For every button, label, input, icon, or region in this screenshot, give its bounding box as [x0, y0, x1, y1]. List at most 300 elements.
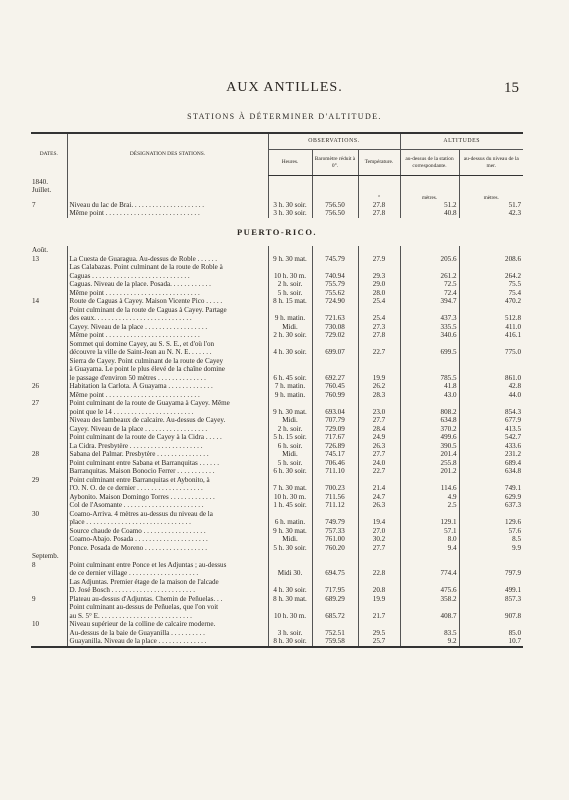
- row-hour: 8 h. 15 mat.: [268, 297, 312, 306]
- row-temperature: 24.0: [358, 459, 400, 468]
- row-barometer: [312, 603, 358, 612]
- row-station: [67, 552, 268, 561]
- row-barometer: [312, 263, 358, 272]
- col-group-altitudes: ALTITUDES: [400, 133, 523, 150]
- row-barometer: 729.09: [312, 425, 358, 434]
- row-hour: 10 h. 30 m.: [268, 612, 312, 621]
- row-hour: Midi 30.: [268, 569, 312, 578]
- row-date: 14: [32, 297, 40, 305]
- row-date: [31, 459, 67, 468]
- table-row: [31, 357, 523, 366]
- row-alt-station: 9.4: [400, 544, 459, 553]
- row-alt-station: [400, 578, 459, 587]
- row-temperature: 19.9: [358, 374, 400, 383]
- row-date: [31, 527, 67, 536]
- row-barometer: 756.50: [312, 209, 358, 218]
- row-temperature: 27.3: [358, 323, 400, 332]
- row-date: [31, 331, 67, 340]
- row-date: [31, 603, 67, 612]
- row-barometer: [312, 561, 358, 570]
- row-barometer: 756.50: [312, 201, 358, 210]
- table-row: [31, 510, 523, 519]
- row-station: le passage d'environ 50 mètres . . . . . . . . . . . . . .: [67, 374, 268, 383]
- row-hour: 10 h. 30 m.: [268, 272, 312, 281]
- row-alt-station: [400, 176, 459, 187]
- row-station: Point culminant au-dessus de Peñuelas, que l'on voit: [67, 603, 268, 612]
- row-temperature: 26.3: [358, 442, 400, 451]
- row-barometer: 730.08: [312, 323, 358, 332]
- table-row: [31, 176, 523, 187]
- row-barometer: 685.72: [312, 612, 358, 621]
- row-alt-sea: 629.9: [459, 493, 523, 502]
- row-alt-station: 699.5: [400, 348, 459, 357]
- table-row: [31, 450, 523, 459]
- row-date: [31, 535, 67, 544]
- col-niveau-mer: au-dessus du niveau de la mer.: [459, 150, 523, 176]
- row-date: [31, 289, 67, 298]
- row-barometer: 707.79: [312, 416, 358, 425]
- table-row: [31, 535, 523, 544]
- row-barometer: [312, 357, 358, 366]
- row-station: Caguas . . . . . . . . . . . . . . . . . . . . . . . . . . . .: [67, 272, 268, 281]
- row-station: Cayey. Niveau de la place . . . . . . . . . . . . . . . . . .: [67, 425, 268, 434]
- row-alt-sea: 75.4: [459, 289, 523, 298]
- row-station: Point culminant entre Sabana et Barranquitas . . . . . .: [67, 459, 268, 468]
- row-date: 30: [32, 509, 40, 518]
- row-hour: [268, 176, 312, 187]
- table-row: [31, 348, 523, 357]
- row-station: La Cidra. Presbytère . . . . . . . . . . . . . . . . . . . . .: [67, 442, 268, 451]
- row-alt-sea: 775.0: [459, 348, 523, 357]
- row-station: découvre la ville de Saint-Jean au N. N. E. . . . . . .: [67, 348, 268, 357]
- row-alt-sea: 231.2: [459, 450, 523, 459]
- row-temperature: [358, 306, 400, 315]
- row-temperature: [358, 552, 400, 561]
- row-alt-sea: 433.6: [459, 442, 523, 451]
- row-date: [31, 518, 67, 527]
- row-barometer: 694.75: [312, 569, 358, 578]
- row-temperature: [358, 578, 400, 587]
- row-temperature: 19.4: [358, 518, 400, 527]
- row-barometer: 711.10: [312, 467, 358, 476]
- row-date: [31, 306, 67, 315]
- row-station: Las Calabazas. Point culminant de la route de Roble à: [67, 263, 268, 272]
- table-row: [31, 263, 523, 272]
- row-barometer: [312, 399, 358, 408]
- row-station: Cayey. Niveau de la place . . . . . . . . . . . . . . . . . .: [67, 323, 268, 332]
- row-station: Aybonito. Maison Domingo Torres . . . . . . . . . . . . .: [67, 493, 268, 502]
- row-date: [31, 391, 67, 400]
- row-barometer: [312, 340, 358, 349]
- col-dates: DATES.: [31, 133, 67, 176]
- row-hour: [268, 306, 312, 315]
- row-hour: [268, 186, 312, 195]
- row-alt-station: 475.6: [400, 586, 459, 595]
- row-hour: [268, 365, 312, 374]
- table-row: [31, 314, 523, 323]
- table-row: [31, 340, 523, 349]
- row-hour: 5 h. 15 soir.: [268, 433, 312, 442]
- row-alt-sea: [459, 561, 523, 570]
- row-alt-station: [400, 603, 459, 612]
- row-hour: 7 h. 30 mat.: [268, 484, 312, 493]
- row-temperature: [358, 561, 400, 570]
- table-row: [31, 620, 523, 629]
- row-alt-sea: 861.0: [459, 374, 523, 383]
- unit-m2: mètres.: [459, 195, 523, 201]
- row-date: [31, 637, 67, 647]
- row-barometer: 755.62: [312, 289, 358, 298]
- row-temperature: 27.8: [358, 331, 400, 340]
- row-alt-station: 499.6: [400, 433, 459, 442]
- row-temperature: 24.7: [358, 493, 400, 502]
- row-temperature: 28.0: [358, 289, 400, 298]
- row-date: [31, 578, 67, 587]
- row-barometer: [312, 578, 358, 587]
- row-alt-station: 201.2: [400, 467, 459, 476]
- row-alt-sea: 44.0: [459, 391, 523, 400]
- row-temperature: 21.7: [358, 612, 400, 621]
- row-hour: 1 h. 45 soir.: [268, 501, 312, 510]
- row-barometer: 717.67: [312, 433, 358, 442]
- row-temperature: 23.0: [358, 408, 400, 417]
- row-station: Route de Caguas à Cayey. Maison Vicente Pico . . . . .: [67, 297, 268, 306]
- row-alt-sea: 42.3: [459, 209, 523, 218]
- row-barometer: 711.12: [312, 501, 358, 510]
- table-row: [31, 186, 523, 195]
- row-hour: 8 h. 30 mat.: [268, 595, 312, 604]
- row-barometer: 706.46: [312, 459, 358, 468]
- row-date: Août.: [32, 246, 48, 254]
- row-alt-station: 57.1: [400, 527, 459, 536]
- row-station: Niveau des lambeaux de calcaire. Au-dessus de Cayey.: [67, 416, 268, 425]
- row-barometer: 717.95: [312, 586, 358, 595]
- row-date: [31, 263, 67, 272]
- row-alt-station: 43.0: [400, 391, 459, 400]
- row-station: Point culminant de la route de Caguas à Cayey. Partage: [67, 306, 268, 315]
- row-hour: 5 h. soir.: [268, 289, 312, 298]
- row-alt-station: [400, 510, 459, 519]
- table-row: [31, 425, 523, 434]
- table-row: [31, 586, 523, 595]
- row-hour: [268, 552, 312, 561]
- table-row: [31, 501, 523, 510]
- row-date: [31, 365, 67, 374]
- row-alt-station: [400, 357, 459, 366]
- row-hour: Midi.: [268, 323, 312, 332]
- row-hour: 3 h. 30 soir.: [268, 209, 312, 218]
- row-alt-station: [400, 476, 459, 485]
- row-barometer: 760.99: [312, 391, 358, 400]
- row-date: [31, 374, 67, 383]
- row-hour: 3 h. 30 soir.: [268, 201, 312, 210]
- row-hour: [268, 263, 312, 272]
- table-row: [31, 603, 523, 612]
- row-hour: [268, 340, 312, 349]
- row-temperature: 28.3: [358, 391, 400, 400]
- row-barometer: 759.58: [312, 637, 358, 647]
- row-alt-station: 261.2: [400, 272, 459, 281]
- row-station: Même point . . . . . . . . . . . . . . . . . . . . . . . . . . .: [67, 209, 268, 218]
- row-alt-sea: 907.8: [459, 612, 523, 621]
- row-hour: [268, 399, 312, 408]
- row-hour: 3 h. soir.: [268, 629, 312, 638]
- table-row: [31, 416, 523, 425]
- row-alt-station: [400, 186, 459, 195]
- row-alt-sea: 10.7: [459, 637, 523, 647]
- row-station: l'O. N. O. de ce dernier . . . . . . . . . . . . . . . . . . .: [67, 484, 268, 493]
- row-date: [31, 433, 67, 442]
- row-temperature: 27.7: [358, 544, 400, 553]
- col-heures: Heures.: [268, 150, 312, 176]
- row-temperature: 26.3: [358, 501, 400, 510]
- row-hour: [268, 476, 312, 485]
- row-date: [31, 501, 67, 510]
- row-station: Point culminant de la route de Guayama à Cayey. Même: [67, 399, 268, 408]
- row-date: 13: [32, 254, 40, 263]
- table-row: [31, 484, 523, 493]
- row-date: [31, 467, 67, 476]
- row-barometer: [312, 176, 358, 187]
- table-row: [31, 569, 523, 578]
- row-station: Sierra de Cayey. Point culminant de la route de Cayey: [67, 357, 268, 366]
- row-alt-station: [400, 620, 459, 629]
- row-hour: Midi.: [268, 535, 312, 544]
- row-hour: Midi.: [268, 416, 312, 425]
- row-hour: [268, 510, 312, 519]
- row-alt-sea: [459, 186, 523, 195]
- row-barometer: [312, 510, 358, 519]
- row-date: [31, 442, 67, 451]
- table-row: [31, 246, 523, 255]
- row-temperature: 27.8: [358, 201, 400, 210]
- col-group-observations: OBSERVATIONS.: [268, 133, 400, 150]
- row-date: Septemb.: [32, 552, 59, 560]
- row-temperature: 27.7: [358, 416, 400, 425]
- row-barometer: [312, 306, 358, 315]
- col-station-corr: au-dessus de la station correspondante.: [400, 150, 459, 176]
- row-barometer: [312, 620, 358, 629]
- table-row: [31, 442, 523, 451]
- row-alt-station: 41.8: [400, 382, 459, 391]
- row-station: Niveau du lac de Brai. . . . . . . . . . . . . . . . . . . . .: [67, 201, 268, 210]
- section-row: [31, 218, 523, 247]
- row-alt-sea: 499.1: [459, 586, 523, 595]
- row-station: [67, 246, 268, 255]
- row-temperature: 30.2: [358, 535, 400, 544]
- row-barometer: [312, 246, 358, 255]
- row-temperature: [358, 176, 400, 187]
- row-alt-sea: [459, 246, 523, 255]
- table-row: [31, 561, 523, 570]
- row-temperature: [358, 365, 400, 374]
- row-hour: 10 h. 30 m.: [268, 493, 312, 502]
- row-alt-sea: 637.3: [459, 501, 523, 510]
- row-barometer: 721.63: [312, 314, 358, 323]
- row-temperature: 27.8: [358, 209, 400, 218]
- row-alt-sea: [459, 357, 523, 366]
- row-alt-sea: 797.9: [459, 569, 523, 578]
- row-alt-station: 437.3: [400, 314, 459, 323]
- row-temperature: [358, 476, 400, 485]
- row-alt-station: 2.5: [400, 501, 459, 510]
- row-barometer: [312, 552, 358, 561]
- row-temperature: [358, 399, 400, 408]
- row-station: Guayanilla. Niveau de la place . . . . . . . . . . . . . .: [67, 637, 268, 647]
- row-date: [31, 314, 67, 323]
- row-alt-sea: [459, 620, 523, 629]
- row-alt-station: [400, 552, 459, 561]
- row-barometer: 729.02: [312, 331, 358, 340]
- row-alt-station: 201.4: [400, 450, 459, 459]
- row-alt-sea: 512.8: [459, 314, 523, 323]
- row-alt-sea: 57.6: [459, 527, 523, 536]
- row-temperature: [358, 263, 400, 272]
- row-date: [31, 408, 67, 417]
- table-row: [31, 391, 523, 400]
- altitude-table: [31, 132, 523, 648]
- row-station: Point culminant entre Barranquitas et Aybonito, à: [67, 476, 268, 485]
- row-hour: 2 h. 30 soir.: [268, 331, 312, 340]
- row-alt-station: 129.1: [400, 518, 459, 527]
- row-date: [31, 272, 67, 281]
- row-alt-station: 83.5: [400, 629, 459, 638]
- row-station: Coamo-Abajo. Posada . . . . . . . . . . . . . . . . . . . . .: [67, 535, 268, 544]
- row-alt-sea: 689.4: [459, 459, 523, 468]
- row-alt-sea: [459, 399, 523, 408]
- row-date: [31, 569, 67, 578]
- page-header: [0, 80, 569, 100]
- row-alt-sea: 416.1: [459, 331, 523, 340]
- row-date: [31, 586, 67, 595]
- table-caption: STATIONS À DÉTERMINER D'ALTITUDE.: [187, 112, 382, 121]
- row-alt-station: [400, 306, 459, 315]
- row-date: [31, 340, 67, 349]
- row-station: [67, 176, 268, 187]
- row-alt-sea: 75.5: [459, 280, 523, 289]
- row-barometer: 724.90: [312, 297, 358, 306]
- table-row: [31, 297, 523, 306]
- table-row: [31, 408, 523, 417]
- row-date: [31, 416, 67, 425]
- row-temperature: 25.4: [358, 314, 400, 323]
- row-alt-station: 8.0: [400, 535, 459, 544]
- row-station: Las Adjuntas. Premier étage de la maison de l'alcade: [67, 578, 268, 587]
- row-station: au S. 5° E. . . . . . . . . . . . . . . . . . . . . . . . . . .: [67, 612, 268, 621]
- row-hour: [268, 357, 312, 366]
- row-alt-station: 255.8: [400, 459, 459, 468]
- row-alt-sea: 264.2: [459, 272, 523, 281]
- row-station: Col de l'Asomante . . . . . . . . . . . . . . . . . . . . . . .: [67, 501, 268, 510]
- row-barometer: [312, 186, 358, 195]
- table-row: [31, 612, 523, 621]
- row-date: 27: [32, 399, 40, 407]
- table-row: [31, 637, 523, 647]
- row-alt-sea: 634.8: [459, 467, 523, 476]
- row-temperature: 29.0: [358, 280, 400, 289]
- row-barometer: [312, 365, 358, 374]
- row-date: [31, 209, 67, 218]
- row-hour: 6 h. 45 soir.: [268, 374, 312, 383]
- table-row: [31, 331, 523, 340]
- running-title: AUX ANTILLES.: [226, 80, 343, 95]
- row-temperature: 22.8: [358, 569, 400, 578]
- table-body: [31, 176, 523, 647]
- row-alt-station: 634.8: [400, 416, 459, 425]
- col-designation: DÉSIGNATION DES STATIONS.: [67, 133, 268, 176]
- row-barometer: 749.79: [312, 518, 358, 527]
- row-date: 1840.: [32, 177, 48, 186]
- row-alt-station: 72.5: [400, 280, 459, 289]
- row-temperature: 27.9: [358, 255, 400, 264]
- row-date: [31, 425, 67, 434]
- row-date: 28: [32, 450, 40, 458]
- row-date: 26: [32, 382, 40, 390]
- col-barometre: Baromètre réduit à 0°.: [312, 150, 358, 176]
- row-alt-station: [400, 263, 459, 272]
- row-barometer: 711.56: [312, 493, 358, 502]
- row-hour: 9 h. matin.: [268, 314, 312, 323]
- row-temperature: 22.7: [358, 348, 400, 357]
- row-date: 29: [32, 475, 40, 484]
- table-row: [31, 433, 523, 442]
- row-barometer: 689.29: [312, 595, 358, 604]
- row-hour: 2 h. soir.: [268, 280, 312, 289]
- row-temperature: 19.9: [358, 595, 400, 604]
- row-station: Habitation la Carlota. À Guayama . . . . . . . . . . . . .: [67, 382, 268, 391]
- row-station: Même point . . . . . . . . . . . . . . . . . . . . . . . . . . .: [67, 289, 268, 298]
- row-alt-sea: [459, 340, 523, 349]
- row-alt-sea: [459, 578, 523, 587]
- table-row: [31, 365, 523, 374]
- row-alt-sea: [459, 306, 523, 315]
- row-barometer: 755.79: [312, 280, 358, 289]
- row-alt-sea: [459, 176, 523, 187]
- row-alt-sea: 677.9: [459, 416, 523, 425]
- row-hour: 6 h. 30 soir.: [268, 467, 312, 476]
- row-date: 8: [32, 560, 36, 569]
- row-temperature: 27.7: [358, 450, 400, 459]
- table-row: [31, 578, 523, 587]
- row-alt-station: 51.2: [400, 201, 459, 210]
- row-hour: [268, 620, 312, 629]
- table-row: [31, 289, 523, 298]
- row-hour: Midi.: [268, 450, 312, 459]
- row-temperature: [358, 510, 400, 519]
- row-temperature: [358, 603, 400, 612]
- row-alt-station: [400, 399, 459, 408]
- row-alt-sea: 857.3: [459, 595, 523, 604]
- row-alt-sea: 413.5: [459, 425, 523, 434]
- row-hour: [268, 561, 312, 570]
- row-temperature: 29.5: [358, 629, 400, 638]
- row-alt-sea: 208.6: [459, 255, 523, 264]
- row-station: Sommet qui domine Cayey, au S. S. E., et d'où l'on: [67, 340, 268, 349]
- row-station: point que le 14 . . . . . . . . . . . . . . . . . . . . . . .: [67, 408, 268, 417]
- row-station: de ce dernier village . . . . . . . . . . . . . . . . . . . .: [67, 569, 268, 578]
- row-station: Même point . . . . . . . . . . . . . . . . . . . . . . . . . . .: [67, 331, 268, 340]
- row-station: Sabana del Palmar. Presbytère . . . . . . . . . . . . . . .: [67, 450, 268, 459]
- table-header: [31, 133, 523, 176]
- row-hour: 9 h. 30 mat.: [268, 527, 312, 536]
- row-alt-sea: 411.0: [459, 323, 523, 332]
- row-hour: 5 h. soir.: [268, 459, 312, 468]
- row-barometer: 757.33: [312, 527, 358, 536]
- table-row: [31, 209, 523, 218]
- row-hour: [268, 578, 312, 587]
- row-barometer: 745.17: [312, 450, 358, 459]
- row-alt-station: [400, 365, 459, 374]
